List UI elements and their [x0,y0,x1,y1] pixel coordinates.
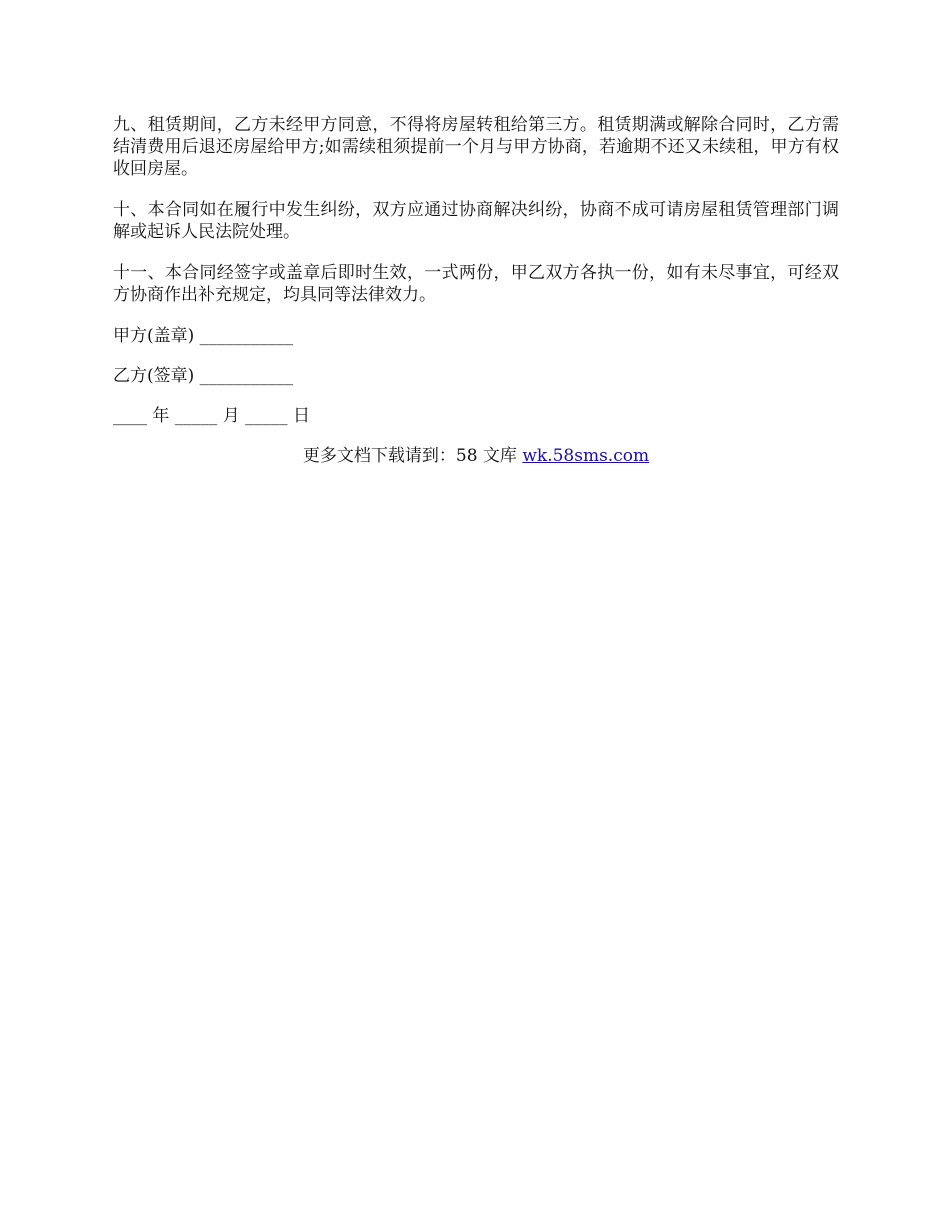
party-a-signature: 甲方(盖章) ___________ [113,326,294,346]
footer-note [113,445,839,467]
footer-link[interactable]: wk.58sms.com [522,446,650,466]
footer-text: 更多文档下载请到：58 文库 [302,446,523,466]
clause-ten: 十、本合同如在履行中发生纠纷，双方应通过协商解决纠纷，协商不成可请房屋租赁管理部门调解或起诉人民法院处理。 [113,200,839,242]
clause-eleven: 十一、本合同经签字或盖章后即时生效，一式两份，甲乙双方各执一份，如有未尽事宜，可经双方协商作出补充规定，均具同等法律效力。 [113,263,839,305]
clause-nine: 九、租赁期间，乙方未经甲方同意，不得将房屋转租给第三方。租赁期满或解除合同时，乙方需结清费用后退还房屋给甲方;如需续租须提前一个月与甲方协商，若逾期不还又未续租，甲方有权收回房屋。 [113,115,839,179]
date-line: ____ 年 _____ 月 _____ 日 [113,406,311,426]
document-body [113,114,839,467]
party-b-signature: 乙方(签章) ___________ [113,366,294,386]
